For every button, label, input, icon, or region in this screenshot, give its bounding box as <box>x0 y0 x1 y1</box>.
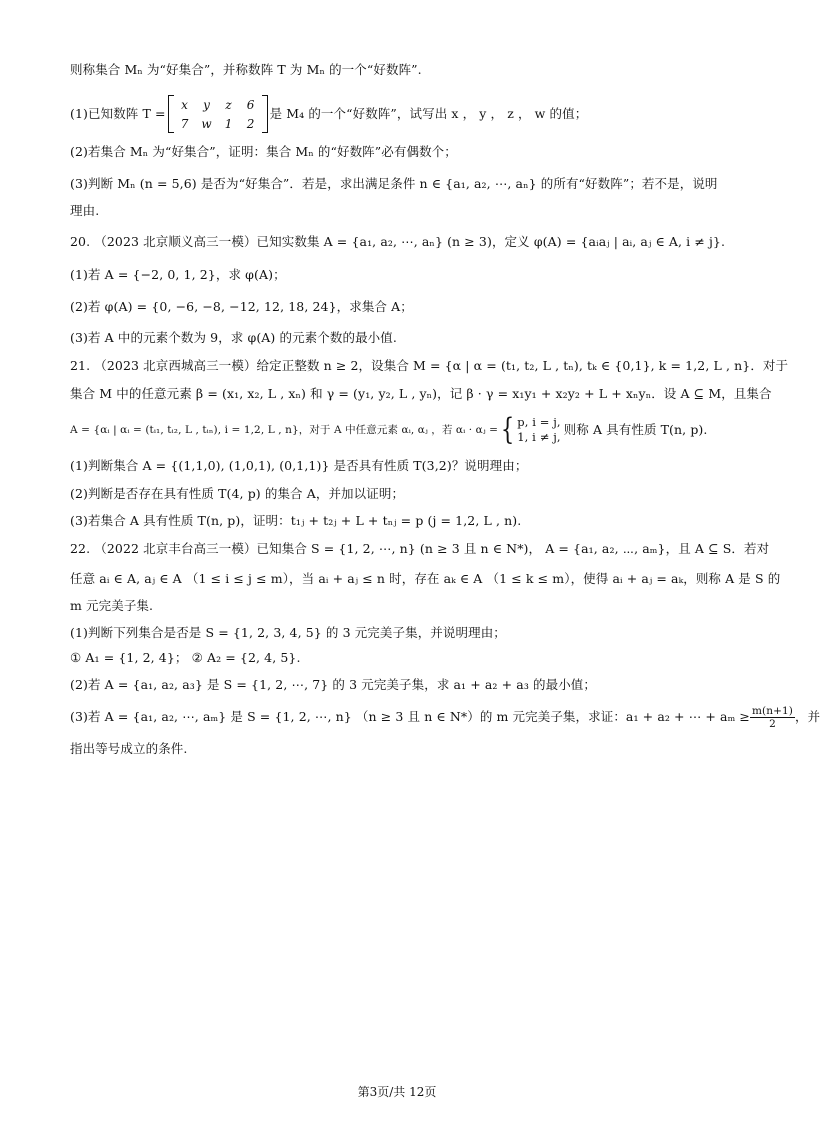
text-line: (1)判断集合 A = {(1,1,0), (1,0,1), (0,1,1)} 是否具有性质 T(3,2)？说明理由； <box>70 458 528 473</box>
matrix-cell: z <box>225 97 232 112</box>
text-line: (2)若集合 Mₙ 为“好集合”，证明：集合 Mₙ 的“好数阵”必有偶数个； <box>70 144 457 159</box>
matrix-cell: 2 <box>246 116 255 131</box>
text-segment: A = {αᵢ | αᵢ = (tᵢ₁, tᵢ₂, L , tᵢₙ), i = 1,2, L , n}，对于 A 中任意元素 αᵢ, αⱼ ，若 αᵢ · αⱼ = <box>70 424 499 436</box>
text-line: (2)若 φ(A) = {0, −6, −8, −12, 12, 18, 24}，求集合 A； <box>70 299 413 314</box>
text-line: (3)若 A 中的元素个数为 9，求 φ(A) 的元素个数的最小值. <box>70 330 397 345</box>
text-line: (2)判断是否存在具有性质 T(4, p) 的集合 A，并加以证明； <box>70 486 405 501</box>
text-segment: (1)已知数阵 T = <box>70 106 166 121</box>
text-segment: ，并 <box>795 709 820 724</box>
matrix-cell: y <box>203 97 211 112</box>
question-22-stem: 22. （2022 北京丰台高三一模）已知集合 S = {1, 2, ⋯, n} (n ≥ 3 且 n ∈ N*)， A = {a₁, a₂, ⋯, aₘ}，且 A ⊆ S．若对 <box>70 541 770 556</box>
text-line: 理由. <box>70 203 100 218</box>
page-footer: 第3页/共 12页 <box>357 1085 437 1099</box>
question-21-condition <box>70 410 730 450</box>
question-19-part-1 <box>70 94 730 134</box>
left-brace: { <box>500 412 515 447</box>
text-line: m 元完美子集. <box>70 598 154 613</box>
text-line: 则称集合 Mₙ 为“好集合”，并称数阵 T 为 Mₙ 的一个“好数阵”. <box>70 62 422 77</box>
matrix-cell: 6 <box>246 97 255 112</box>
piecewise-definition <box>498 412 561 447</box>
question-20-stem: 20. （2023 北京顺义高三一模）已知实数集 A = {a₁, a₂, ⋯, aₙ} (n ≥ 3)，定义 φ(A) = {aᵢaⱼ | aᵢ, aⱼ ∈ A, i ≠ j}. <box>70 234 726 249</box>
matrix-cell: w <box>201 116 212 131</box>
fraction-numerator: m(n+1) <box>752 704 793 717</box>
text-line: (1)判断下列集合是否是 S = {1, 2, 3, 4, 5} 的 3 元完美子集，并说明理由； <box>70 625 506 640</box>
text-line: 集合 M 中的任意元素 β = (x₁, x₂, L , xₙ) 和 γ = (y₁, y₂, L , yₙ)，记 β · γ = x₁y₁ + x₂y₂ + L + xₙyₙ．设 A ⊆ M，且集合 <box>70 386 772 401</box>
fraction <box>750 705 795 730</box>
fraction-denominator: 2 <box>769 717 776 730</box>
matrix-cell: 7 <box>180 116 189 131</box>
text-line: 指出等号成立的条件. <box>70 741 188 756</box>
text-segment: 是 M₄ 的一个“好数阵”，试写出 x ， y ， z ， w 的值； <box>269 106 588 121</box>
matrix-right-bracket <box>262 95 268 133</box>
matrix-cell: x <box>181 97 189 112</box>
text-segment: (3)若 A = {a₁, a₂, ⋯, aₘ} 是 S = {1, 2, ⋯, n} （n ≥ 3 且 n ∈ N*）的 m 元完美子集，求证：a₁ + a₂ + ⋯ + aₘ ≥ <box>70 709 750 724</box>
text-line: (2)若 A = {a₁, a₂, a₃} 是 S = {1, 2, ⋯, 7} 的 3 元完美子集，求 a₁ + a₂ + a₃ 的最小值； <box>70 677 597 692</box>
question-22-part-3 <box>70 700 820 734</box>
text-segment: 则称 A 具有性质 T(n, p). <box>563 422 708 437</box>
matrix-cell: 1 <box>224 116 233 131</box>
matrix-T <box>168 95 268 133</box>
text-line: (3)若集合 A 具有性质 T(n, p)，证明：t₁ⱼ + t₂ⱼ + L + tₙⱼ = p (j = 1,2, L , n). <box>70 513 522 528</box>
piecewise-cases <box>517 415 560 445</box>
text-line: (3)判断 Mₙ (n = 5,6) 是否为“好集合”．若是，求出满足条件 n ∈ {a₁, a₂, ⋯, aₙ} 的所有“好数阵”；若不是，说明 <box>70 176 718 191</box>
text-line: (1)若 A = {−2, 0, 1, 2}，求 φ(A)； <box>70 267 286 282</box>
text-line: 任意 aᵢ ∈ A, aⱼ ∈ A （1 ≤ i ≤ j ≤ m），当 aᵢ + aⱼ ≤ n 时，存在 aₖ ∈ A （1 ≤ k ≤ m），使得 aᵢ + aⱼ = aₖ，则称 A 是 S 的 <box>70 571 781 586</box>
piecewise-case: 1, i ≠ j, <box>517 430 561 444</box>
piecewise-case: p, i = j, <box>517 415 561 429</box>
text-line: ① A₁ = {1, 2, 4}； ② A₂ = {2, 4, 5}. <box>70 650 301 665</box>
matrix-grid <box>174 95 262 133</box>
question-21-stem: 21. （2023 北京西城高三一模）给定正整数 n ≥ 2，设集合 M = {α | α = (t₁, t₂, L , tₙ), tₖ ∈ {0,1}, k = 1,2, L , n}．对于 <box>70 358 789 373</box>
